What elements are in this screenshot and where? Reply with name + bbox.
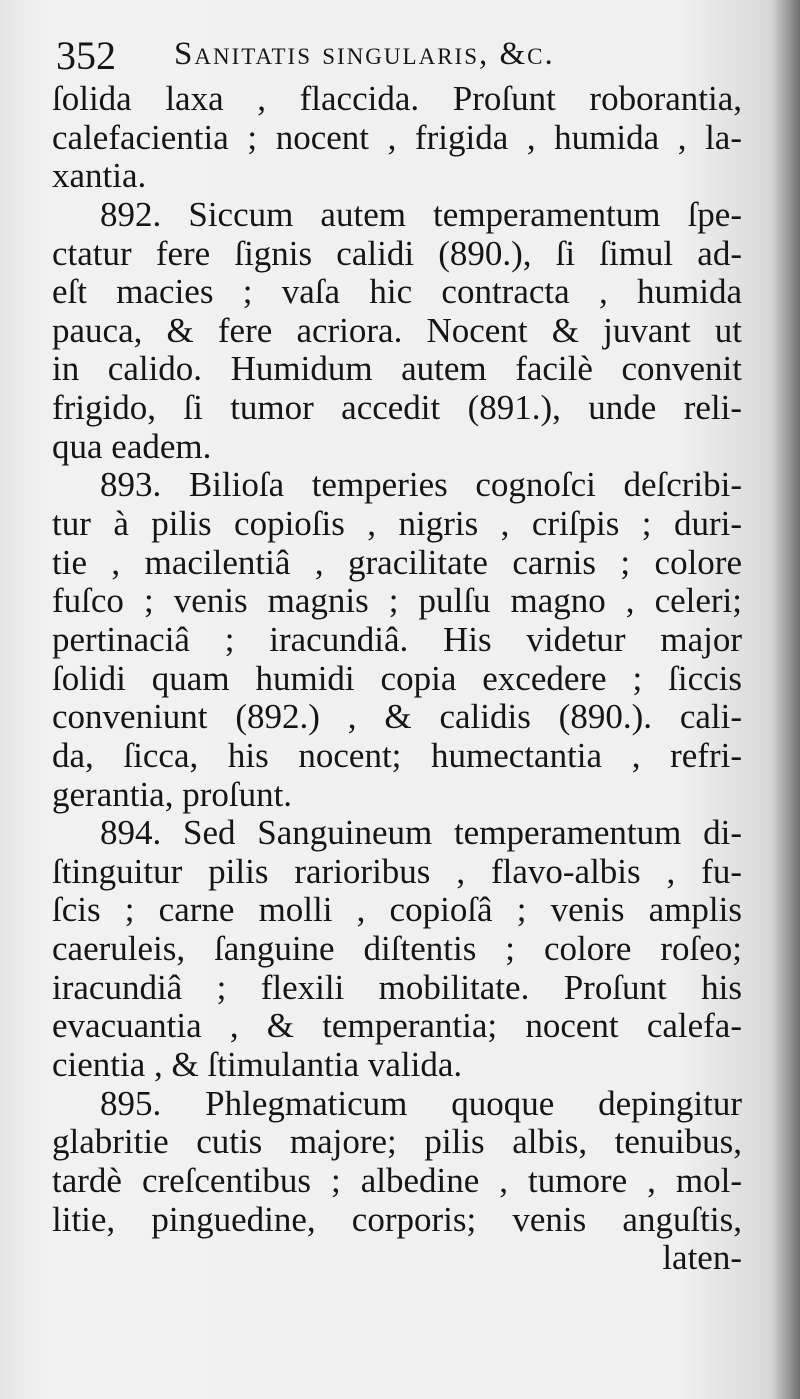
text-line: iracundiâ ; flexili mobilitate. Proſunt his (52, 967, 742, 1007)
text-line: glabritie cutis majore; pilis albis, tenuibus, (52, 1122, 742, 1162)
text-line: da, ſicca, his nocent; humectantia , refri- (52, 735, 742, 775)
text-line: litie, pinguedine, corporis; venis anguſtis, (52, 1199, 742, 1239)
text-line: frigido, ſi tumor accedit (891.), unde reli- (52, 388, 742, 428)
body-text (52, 80, 742, 1278)
text-line: conveniunt (892.) , & calidis (890.). cali- (52, 697, 742, 737)
text-line: 892. Siccum autem temperamentum ſpe- (100, 194, 742, 234)
running-title: Sanitatis singularis, &c. (174, 36, 555, 72)
text-line: in calido. Humidum autem facilè convenit (52, 349, 742, 389)
text-line: ſolidi quam humidi copia excedere ; ſiccis (52, 658, 742, 698)
text-line: pertinaciâ ; iracundiâ. His videtur major (52, 619, 742, 659)
text-line: qua eadem. (52, 426, 212, 466)
text-line: cientia , & ſtimulantia valida. (52, 1045, 463, 1085)
text-line: caeruleis, ſanguine diſtentis ; colore roſeo; (52, 929, 742, 969)
text-line: evacuantia , & temperantia; nocent calefa- (52, 1006, 742, 1046)
text-line: fuſco ; venis magnis ; pulſu magno , celeri; (52, 581, 742, 621)
text-line: pauca, & fere acriora. Nocent & juvant ut (52, 310, 742, 350)
text-line: ſtinguitur pilis rarioribus , flavo-albis , fu- (52, 851, 742, 891)
page-header (56, 30, 756, 80)
text-line: laten- (662, 1238, 742, 1278)
text-line: eſt macies ; vaſa hic contracta , humida (52, 272, 742, 312)
text-line: 894. Sed Sanguineum temperamentum di- (100, 813, 742, 853)
text-line: ſolida laxa , flaccida. Proſunt roborantia, (52, 79, 742, 118)
text-line: 893. Bilioſa temperies cognoſci deſcribi- (100, 465, 742, 505)
text-line: tardè creſcentibus ; albedine , tumore , mol- (52, 1160, 742, 1200)
text-line: gerantia, proſunt. (52, 774, 293, 814)
text-line: tie , macilentiâ , gracilitate carnis ; colore (52, 542, 742, 582)
page-gutter-shadow (772, 0, 800, 1399)
text-line: tur à pilis copioſis , nigris , criſpis ; duri- (52, 504, 742, 544)
text-line: ctatur fere ſignis calidi (890.), ſi ſimul ad- (52, 233, 742, 273)
page-number: 352 (56, 33, 116, 78)
text-line: xantia. (52, 156, 147, 196)
text-line: calefacientia ; nocent , frigida , humida , la- (52, 117, 742, 157)
text-line: ſcis ; carne molli , copioſâ ; venis amplis (52, 890, 742, 930)
text-line: 895. Phlegmaticum quoque depingitur (100, 1083, 742, 1123)
